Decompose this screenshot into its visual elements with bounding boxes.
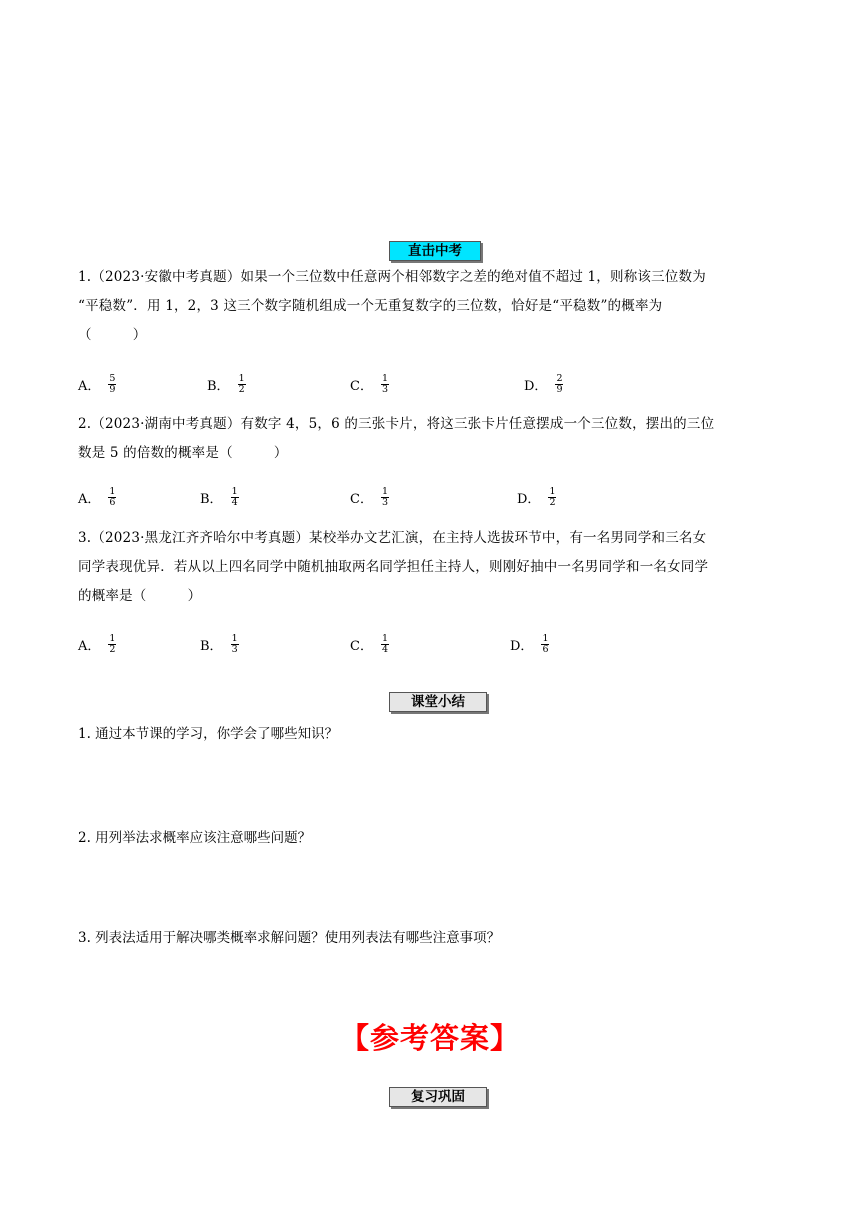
question-3-option-b (200, 634, 239, 655)
question-2-option-c (350, 487, 389, 508)
option-fraction: $\frac{1}{3}$ (381, 373, 388, 395)
question-2 (78, 410, 784, 468)
option-fraction: $\frac{1}{2}$ (238, 373, 245, 395)
option-fraction: $\frac{1}{6}$ (542, 633, 549, 655)
question-1-option-d (524, 374, 563, 395)
option-letter: C． (350, 639, 373, 654)
option-fraction: $\frac{1}{3}$ (381, 486, 388, 508)
option-letter: C． (350, 492, 373, 507)
option-letter: D． (517, 492, 541, 507)
question-2-option-d (517, 487, 556, 508)
section-header-zhiji (389, 241, 481, 261)
option-fraction: $\frac{1}{2}$ (549, 486, 556, 508)
option-letter: A． (78, 492, 101, 507)
section-header-label: 直击中考 (408, 243, 462, 259)
option-letter: B． (200, 639, 223, 654)
question-1-line-3: （ ） (78, 327, 147, 343)
section-header-label: 课堂小结 (411, 694, 465, 710)
question-1-line-2: “平稳数”．用 1，2，3 这三个数字随机组成一个无重复数字的三位数，恰好是“平稳数”的概率为 (78, 298, 663, 314)
option-letter: B． (207, 379, 230, 394)
section-header-fuxi (389, 1087, 487, 1107)
question-1 (78, 263, 784, 350)
option-fraction: $\frac{1}{4}$ (231, 486, 238, 508)
section-header-label: 复习巩固 (411, 1089, 465, 1105)
option-letter: B． (200, 492, 223, 507)
question-3-option-c (350, 634, 389, 655)
question-2-line-1: 2.（2023·湖南中考真题）有数字 4，5，6 的三张卡片，将这三张卡片任意摆成一个三位数，摆出的三位 (78, 416, 715, 432)
section-header-xiaojie (389, 692, 487, 712)
question-3-option-d (510, 634, 549, 655)
question-2-option-a (78, 487, 116, 508)
summary-item-1: 1. 通过本节课的学习，你学会了哪些知识？ (78, 726, 339, 742)
option-letter: A． (78, 379, 101, 394)
option-letter: D． (524, 379, 548, 394)
question-1-option-a (78, 374, 116, 395)
option-fraction: $\frac{1}{2}$ (109, 633, 116, 655)
summary-item-3: 3. 列表法适用于解决哪类概率求解问题？使用列表法有哪些注意事项？ (78, 930, 501, 946)
summary-item-2: 2. 用列举法求概率应该注意哪些问题？ (78, 830, 312, 846)
question-3 (78, 524, 784, 611)
question-2-option-b (200, 487, 239, 508)
option-fraction: $\frac{1}{3}$ (231, 633, 238, 655)
question-1-option-b (207, 374, 246, 395)
option-letter: D． (510, 639, 534, 654)
question-3-line-3: 的概率是（ ） (78, 588, 202, 604)
question-3-option-a (78, 634, 116, 655)
question-1-option-c (350, 374, 389, 395)
question-2-line-2: 数是 5 的倍数的概率是（ ） (78, 445, 288, 461)
option-letter: A． (78, 639, 101, 654)
answer-title: 【参考答案】 (339, 1021, 520, 1055)
option-fraction: $\frac{5}{9}$ (109, 373, 116, 395)
question-3-line-2: 同学表现优异．若从以上四名同学中随机抽取两名同学担任主持人，则刚好抽中一名男同学和一名女同学 (78, 559, 709, 575)
question-3-line-1: 3.（2023·黑龙江齐齐哈尔中考真题）某校举办文艺汇演，在主持人选拔环节中，有一名男同学和三名女 (78, 530, 707, 546)
option-letter: C． (350, 379, 373, 394)
option-fraction: $\frac{2}{9}$ (556, 373, 563, 395)
option-fraction: $\frac{1}{4}$ (381, 633, 388, 655)
question-1-line-1: 1.（2023·安徽中考真题）如果一个三位数中任意两个相邻数字之差的绝对值不超过 1，则称该三位数为 (78, 269, 706, 285)
option-fraction: $\frac{1}{6}$ (109, 486, 116, 508)
